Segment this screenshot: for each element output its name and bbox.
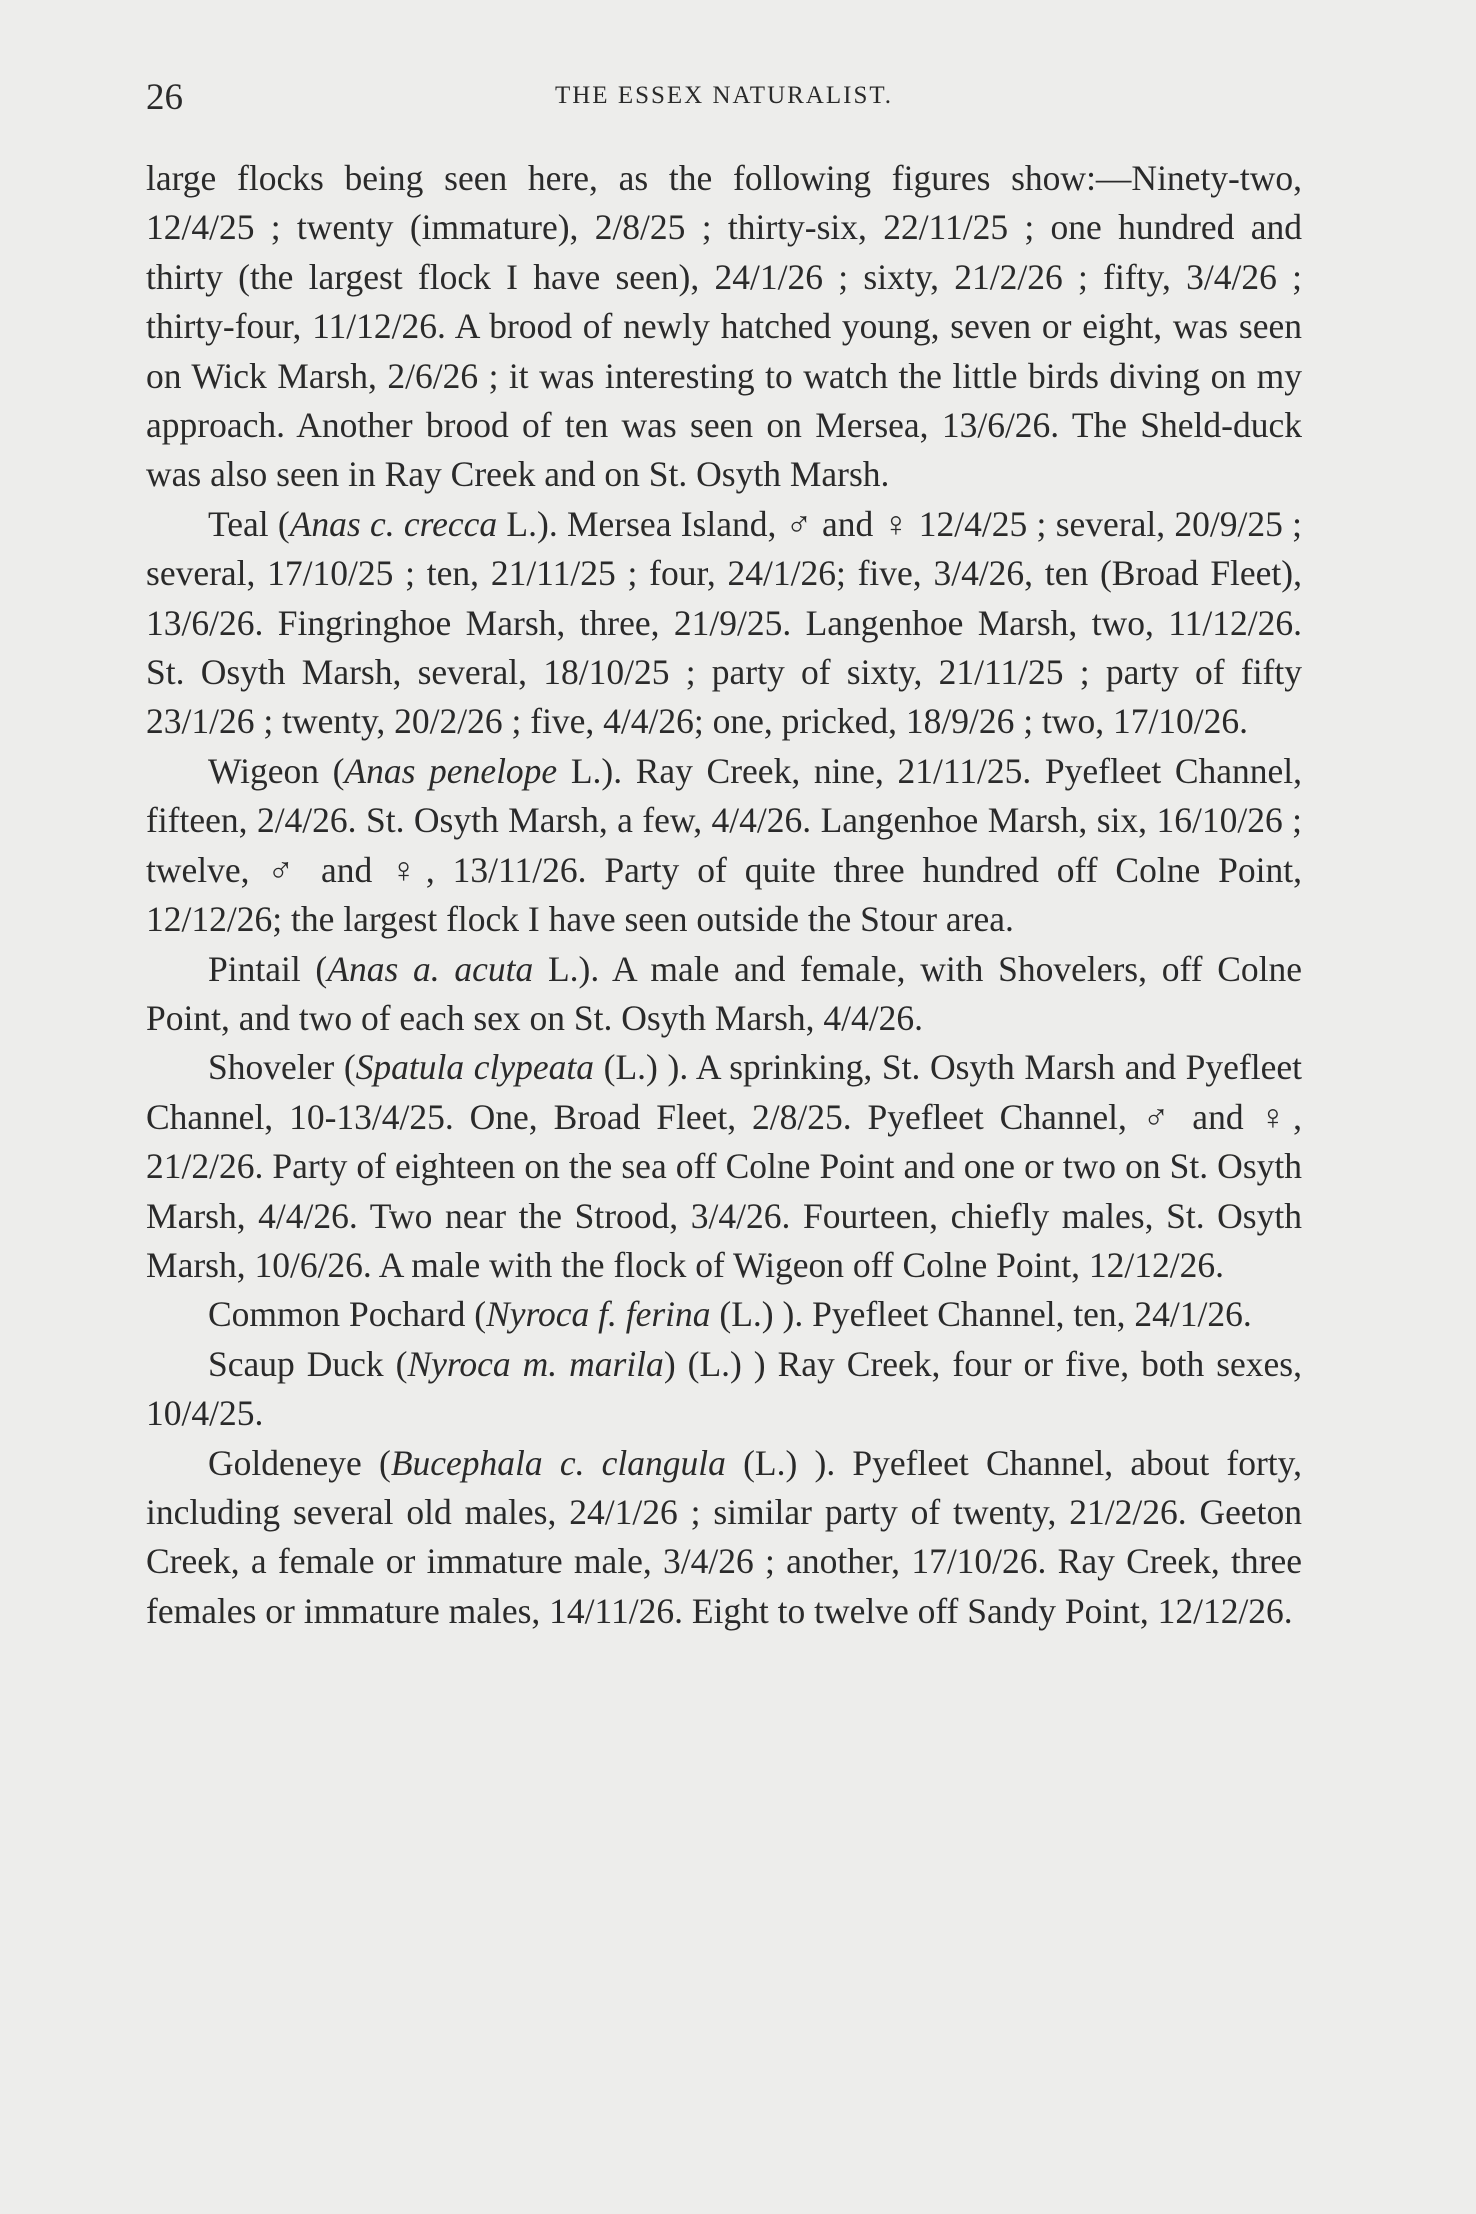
text-run: Common Pochard (: [208, 1294, 487, 1335]
running-head: THE ESSEX NATURALIST.: [554, 82, 894, 109]
species-name: Nyroca f. ferina: [486, 1294, 711, 1335]
paragraph-wigeon: [146, 747, 1302, 945]
species-name: Bucephala c. clangula: [390, 1442, 726, 1483]
text-run: Goldeneye (: [208, 1442, 391, 1483]
paragraph-common-pochard: [146, 1290, 1302, 1339]
paragraph-teal: [146, 500, 1302, 747]
text-run: large flocks being seen here, as the following figures show:—Ninety-two, 12/4/25 ; twenty (immature), 2/8/25 ; thirty-six, 22/11/25 ; one hundred and thirty (the largest flock I have seen), 24/1/26 ; sixty, 21/2/26 ; fifty, 3/4/26 ; thirty-four, 11/12/26. A brood of newly hatched young, seven or eight, was seen on Wick Marsh, 2/6/26 ; it was interesting to watch the little birds diving on my approach. Another brood of ten was seen on Mersea, 13/6/26. The Sheld-duck was also seen in Ray Creek and on St. Osyth Marsh.: [146, 158, 1302, 495]
text-run: L.). Ray Creek, nine, 21/11/25. Pyefleet Channel, fifteen, 2/4/26. St. Osyth Marsh, a few, 4/4/26. Langenhoe Marsh, six, 16/10/26 ; twelve, ♂ and ♀, 13/11/26. Party of quite three hundred off Colne Point, 12/12/26; the largest flock I have seen outside the Stour area.: [146, 750, 1302, 940]
paragraph-goldeneye: [146, 1439, 1302, 1637]
text-run: Pintail (: [208, 948, 328, 989]
text-run: L.). A male and female, with Shovelers, off Colne Point, and two of each sex on St. Osyth Marsh, 4/4/26.: [146, 948, 1302, 1038]
text-run: (L.) ). Pyefleet Channel, ten, 24/1/26.: [710, 1294, 1252, 1335]
body-text: [146, 154, 1302, 1636]
page-header: [146, 76, 1302, 136]
species-name: Nyroca m. marila: [407, 1343, 664, 1384]
document-page: [146, 76, 1302, 1636]
text-run: Teal (: [208, 503, 290, 544]
paragraph-scaup-duck: [146, 1340, 1302, 1439]
text-run: Scaup Duck (: [208, 1343, 408, 1384]
text-run: (L.) ). A sprinking, St. Osyth Marsh and Pyefleet Channel, 10-13/4/25. One, Broad Fleet, 2/8/25. Pyefleet Channel, ♂ and ♀, 21/2/26. Party of eighteen on the sea off Colne Point and one or two on St. Osyth Marsh, 4/4/26. Two near the Strood, 3/4/26. Fourteen, chiefly males, St. Osyth Marsh, 10/6/26. A male with the flock of Wigeon off Colne Point, 12/12/26.: [146, 1047, 1302, 1285]
species-name: Anas c. crecca: [289, 503, 498, 544]
text-run: Shoveler (: [208, 1047, 356, 1088]
page-number: 26: [146, 77, 183, 118]
text-run: (L.) ). Pyefleet Channel, about forty, including several old males, 24/1/26 ; similar party of twenty, 21/2/26. Geeton Creek, a female or immature male, 3/4/26 ; another, 17/10/26. Ray Creek, three females or immature males, 14/11/26. Eight to twelve off Sandy Point, 12/12/26.: [146, 1442, 1302, 1631]
species-name: Anas penelope: [344, 750, 558, 791]
paragraph-pintail: [146, 945, 1302, 1044]
paragraph-sheld-duck-continued: [146, 154, 1302, 500]
text-run: L.). Mersea Island, ♂ and ♀ 12/4/25 ; several, 20/9/25 ; several, 17/10/25 ; ten, 21/11/25 ; four, 24/1/26; five, 3/4/26, ten (Broad Fleet), 13/6/26. Fingringhoe Marsh, three, 21/9/25. Langenhoe Marsh, two, 11/12/26. St. Osyth Marsh, several, 18/10/25 ; party of sixty, 21/11/25 ; party of fifty 23/1/26 ; twenty, 20/2/26 ; five, 4/4/26; one, pricked, 18/9/26 ; two, 17/10/26.: [146, 503, 1302, 742]
text-run: Wigeon (: [208, 750, 345, 791]
text-run: ) (L.) ) Ray Creek, four or five, both sexes, 10/4/25.: [146, 1343, 1302, 1434]
species-name: Anas a. acuta: [327, 948, 534, 989]
species-name: Spatula clypeata: [355, 1047, 595, 1088]
paragraph-shoveler: [146, 1043, 1302, 1290]
